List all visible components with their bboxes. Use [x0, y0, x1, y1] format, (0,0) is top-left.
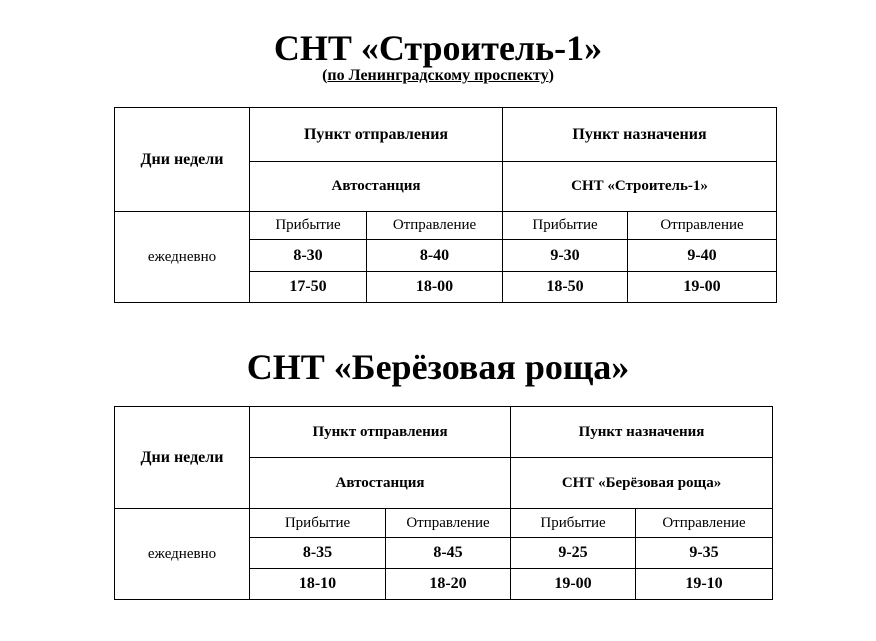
destination-point: СНТ «Строитель-1» [503, 162, 777, 212]
time-cell: 18-20 [386, 569, 511, 600]
departure-label: Отправление [636, 509, 773, 538]
days-header: Дни недели [115, 108, 250, 212]
departure-header: Пункт отправления [250, 407, 511, 458]
time-cell: 19-00 [628, 272, 777, 303]
departure-label: Отправление [367, 212, 503, 240]
time-cell: 9-30 [503, 240, 628, 272]
time-cell: 8-40 [367, 240, 503, 272]
days-value: ежедневно [115, 212, 250, 303]
subtitle-route: по Ленинградскому проспекту [327, 67, 549, 84]
time-cell: 19-10 [636, 569, 773, 600]
subtitle-open-paren: ( [322, 67, 328, 84]
departure-header: Пункт отправления [250, 108, 503, 162]
time-cell: 8-45 [386, 538, 511, 569]
destination-header: Пункт назначения [503, 108, 777, 162]
schedule-2-table [114, 406, 773, 600]
departure-point: Автостанция [250, 458, 511, 509]
destination-point: СНТ «Берёзовая роща» [511, 458, 773, 509]
destination-header: Пункт назначения [511, 407, 773, 458]
days-header: Дни недели [115, 407, 250, 509]
schedule-1-table [114, 107, 777, 303]
time-cell: 8-30 [250, 240, 367, 272]
arrival-label: Прибытие [250, 212, 367, 240]
arrival-label: Прибытие [511, 509, 636, 538]
time-cell: 18-50 [503, 272, 628, 303]
subtitle-close-paren: ) [548, 67, 554, 84]
time-cell: 9-40 [628, 240, 777, 272]
departure-label: Отправление [628, 212, 777, 240]
time-cell: 8-35 [250, 538, 386, 569]
schedule-2-title: СНТ «Берёзовая роща» [246, 347, 630, 387]
time-cell: 19-00 [511, 569, 636, 600]
time-cell: 17-50 [250, 272, 367, 303]
departure-label: Отправление [386, 509, 511, 538]
arrival-label: Прибытие [250, 509, 386, 538]
time-cell: 18-00 [367, 272, 503, 303]
time-cell: 18-10 [250, 569, 386, 600]
time-cell: 9-35 [636, 538, 773, 569]
departure-point: Автостанция [250, 162, 503, 212]
schedule-1-subtitle [0, 68, 876, 84]
days-value: ежедневно [115, 509, 250, 600]
time-cell: 9-25 [511, 538, 636, 569]
arrival-label: Прибытие [503, 212, 628, 240]
schedule-1-title: СНТ «Строитель-1» [273, 28, 603, 68]
